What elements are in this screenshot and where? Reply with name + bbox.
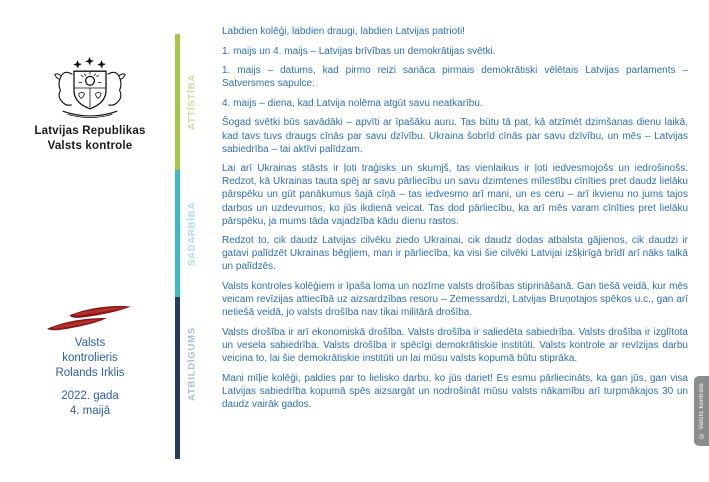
- letter-paragraph: Lai arī Ukrainas stāsts ir ļoti traģisks un skumjš, tas vienlaikus ir ļoti iedvesmojošs un iedrošinošs. Redzot, kā Ukrainas tauta spēj ar savu pārliecību un savu dzimtenes mīlestību cīnīties pret daudz lielāku pārspēku un gūt panākumus šajā cīņā – tas iedvesmo arī mani, un es ceru – arī ikvienu no jums tajos darbos un uzdevumos, ko jūs ikdienā veicat. Tas dod pārliecību, ka arī mēs varam cīnīties pret lielāku pārspēku, ja mums tāda vajadzība kādu dienu rastos.: [222, 163, 688, 227]
- values-label-attistiba: ATTĪSTĪBA: [186, 73, 198, 131]
- letter-body: [222, 25, 688, 417]
- letter-paragraph: Šogad svētki būs savādāki – apvīti ar īpašāku auru. Tas būtu tā pat, kā atzīmēt dzimšanas dienu laikā, kad tavs tuvs draugs cīnās par savu dzīvību. Ukraina šobrīd cīnās par savu dzīvību, un mēs – Latvijas sabiedrība – tai aktīvi palīdzam.: [222, 117, 688, 155]
- signature-title-line2: kontrolieris: [62, 352, 118, 364]
- letter-paragraph: Labdien kolēģi, labdien draugi, labdien Latvijas patrioti!: [222, 26, 465, 37]
- signature-title-line1: Valsts: [74, 337, 106, 349]
- signature-block: [18, 336, 162, 381]
- org-name-line1: Latvijas Republikas: [34, 125, 146, 137]
- values-bar-segment-atbildigums: [175, 297, 180, 459]
- red-swoosh-logo-icon: [42, 302, 136, 334]
- values-label-atbildigums: ATBILDĪGUMS: [186, 326, 198, 402]
- values-bar-segment-sadarbiba: [175, 170, 180, 297]
- values-label-sadarbiba: SADARBĪBA: [186, 201, 198, 267]
- letter-paragraph: Valsts drošība ir arī ekonomiskā drošība. Valsts drošība ir saliedēta sabiedrība. Valsts drošība ir izglītota un vesela sabiedrība. Valsts drošība ir spēcīgi demokrātiskie institūti. Valsts kontrole ar revīzijas darbu veicina to, lai šie demokrātiskie institūti un lai mūsu valsts kopumā būtu stiprāka.: [222, 326, 688, 364]
- signature-date-line1: 2022. gada: [61, 390, 119, 402]
- letter-paragraph: 1. maijs – datums, kad pirmo reizi sanāca pirmais demokrātiski vēlētais Latvijas parlaments – Satversmes sapulce.: [222, 65, 688, 90]
- values-bar-segment-attistiba: [175, 34, 180, 170]
- signature-name: Rolands Irklis: [55, 367, 125, 379]
- copyright-label: © Valsts kontrole: [698, 382, 705, 440]
- letter-paragraph: 4. maijs – diena, kad Latvija nolēma atgūt savu neatkarību.: [222, 97, 483, 109]
- signature-date: [18, 389, 162, 419]
- copyright-tab: [694, 376, 709, 446]
- letter-paragraph: 1. maijs un 4. maijs – Latvijas brīvības un demokrātijas svētki.: [222, 45, 496, 57]
- org-name-line2: Valsts kontrole: [47, 139, 133, 152]
- letter-paragraph: Redzot to, cik daudz Latvijas cilvēku ziedo Ukrainai, cik daudz dodas atbalsta gājienos, cik daudzi ir gatavi palīdzēt Ukrainas bēgļiem, man ir pārliecība, ka visi šie cilvēki Latvijai izšķirīgā brīdī arī nāks talkā un palīdzēs.: [222, 235, 688, 273]
- latvia-coat-of-arms-icon: [40, 52, 140, 124]
- org-name: [10, 124, 170, 153]
- letter-paragraph: Valsts kontroles kolēģiem ir īpaša loma un nozīme valsts drošības stiprināšanā. Gan tiešā veidā, kur mēs veicam revīzijas attiecībā uz aizsardzības resoru – Zemessardzi, Latvijas Bruņotajos spēkos u.c., gan arī netiešā veidā, jo valsts drošība nav tikai militārā drošība.: [222, 281, 688, 319]
- letter-paragraph: Mani mīļie kolēģi, paldies par to lielisko darbu, ko jūs dariet! Es esmu pārliecināts, ka gan jūs, gan visa Latvijas sabiedrība kopumā spēs aizsargāt un nodrošināt mūsu valsts nākamību arī turpmākajos 30 un daudz vairāk gados.: [222, 372, 688, 410]
- signature-date-line2: 4. maijā: [69, 405, 111, 417]
